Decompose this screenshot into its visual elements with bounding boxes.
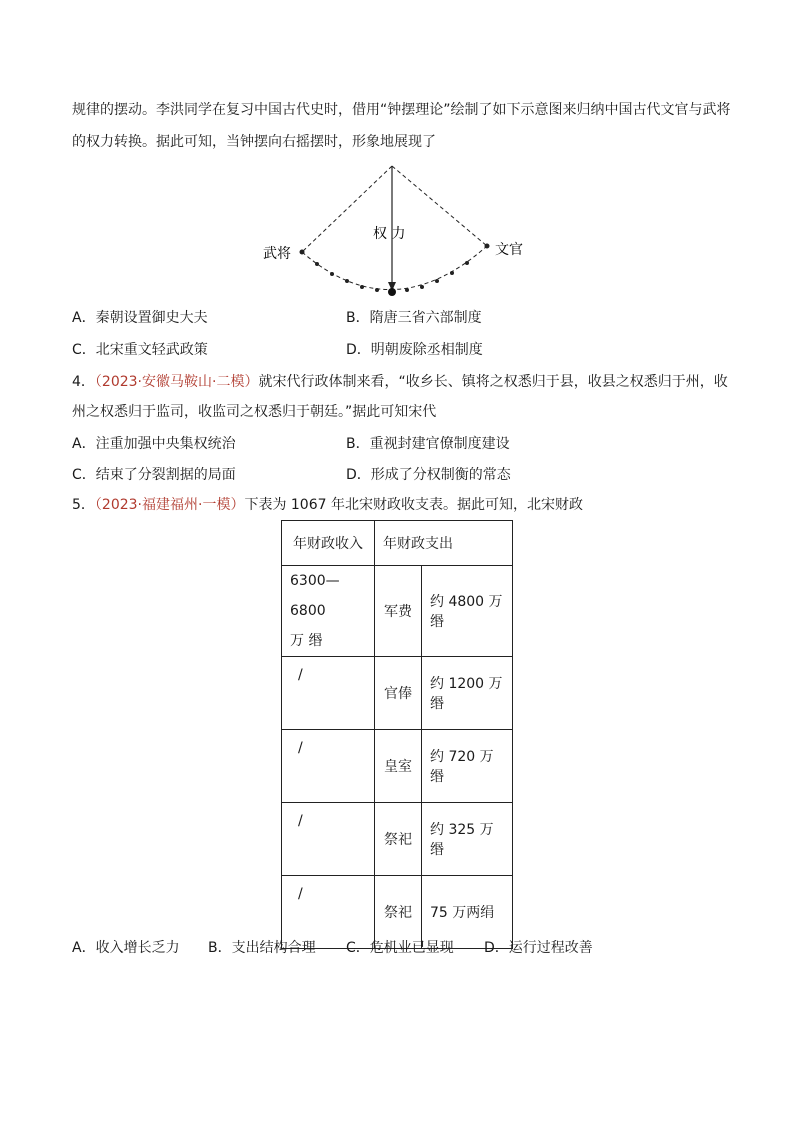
expense-amount: 约 4800 万缗 bbox=[422, 566, 513, 657]
table-row bbox=[282, 803, 513, 876]
expense-amount: 75 万两绢 bbox=[422, 876, 513, 949]
header-expense: 年财政支出 bbox=[375, 521, 513, 566]
income-cell: / bbox=[282, 657, 375, 730]
pendulum-bob bbox=[388, 288, 396, 296]
q5-option-a[interactable]: A．收入增长乏力 bbox=[72, 940, 180, 956]
table-row bbox=[282, 566, 513, 657]
q5-source: （2023·福建福州·一模） bbox=[94, 497, 245, 513]
label-generals: 武将 bbox=[263, 246, 291, 262]
table-header-row bbox=[282, 521, 513, 566]
table-row bbox=[282, 657, 513, 730]
q3-option-a[interactable]: A．秦朝设置御史大夫 bbox=[72, 310, 208, 326]
q4-source: （2023·安徽马鞍山·二模） bbox=[94, 374, 259, 390]
expense-item: 官俸 bbox=[375, 657, 422, 730]
header-income: 年财政收入 bbox=[282, 521, 375, 566]
q4-number: 4． bbox=[72, 374, 95, 390]
expense-amount: 约 1200 万缗 bbox=[422, 657, 513, 730]
income-cell: / bbox=[282, 876, 375, 949]
expense-item: 军费 bbox=[375, 566, 422, 657]
expense-item: 祭祀 bbox=[375, 803, 422, 876]
q4-option-c[interactable]: C．结束了分裂割据的局面 bbox=[72, 467, 236, 483]
q5-number: 5． bbox=[72, 497, 95, 513]
q3-option-c[interactable]: C．北宋重文轻武政策 bbox=[72, 342, 208, 358]
q4-option-d[interactable]: D．形成了分权制衡的常态 bbox=[346, 467, 511, 483]
q3-text-line2: 的权力转换。据此可知，当钟摆向右摇摆时，形象地展现了 bbox=[72, 134, 436, 150]
finance-table bbox=[281, 520, 513, 949]
expense-amount: 约 720 万缗 bbox=[422, 730, 513, 803]
income-cell: 6300—6800 万 缗 bbox=[282, 566, 375, 657]
q4-option-b[interactable]: B．重视封建官僚制度建设 bbox=[346, 436, 510, 452]
q5-option-b[interactable]: B．支出结构合理 bbox=[208, 940, 316, 956]
expense-item: 皇室 bbox=[375, 730, 422, 803]
expense-item: 祭祀 bbox=[375, 876, 422, 949]
income-cell: / bbox=[282, 730, 375, 803]
q5-stem: 下表为 1067 年北宋财政收支表。据此可知，北宋财政 bbox=[244, 497, 583, 513]
expense-amount: 约 325 万缗 bbox=[422, 803, 513, 876]
table-row bbox=[282, 730, 513, 803]
q3-option-d[interactable]: D．明朝废除丞相制度 bbox=[346, 342, 483, 358]
q4-text-line1 bbox=[72, 372, 728, 392]
q3-option-b[interactable]: B．隋唐三省六部制度 bbox=[346, 310, 482, 326]
label-power: 权 力 bbox=[373, 226, 406, 242]
right-swing-line bbox=[392, 166, 487, 246]
q3-text-line1: 规律的摆动。李洪同学在复习中国古代史时，借用“钟摆理论”绘制了如下示意图来归纳中国古代文官与武将 bbox=[72, 102, 731, 118]
q4-stem: 就宋代行政体制来看，“收乡长、镇将之权悉归于县，收县之权悉归于州，收 bbox=[258, 374, 728, 390]
q5-option-d[interactable]: D．运行过程改善 bbox=[484, 940, 593, 956]
q4-text-line2: 州之权悉归于监司，收监司之权悉归于朝廷。”据此可知宋代 bbox=[72, 404, 437, 420]
q5-text-line1 bbox=[72, 495, 583, 515]
income-cell: / bbox=[282, 803, 375, 876]
pendulum-diagram bbox=[255, 160, 545, 300]
q4-option-a[interactable]: A．注重加强中央集权统治 bbox=[72, 436, 236, 452]
q5-option-c[interactable]: C．危机业已显现 bbox=[346, 940, 454, 956]
label-officials: 文官 bbox=[495, 242, 523, 258]
